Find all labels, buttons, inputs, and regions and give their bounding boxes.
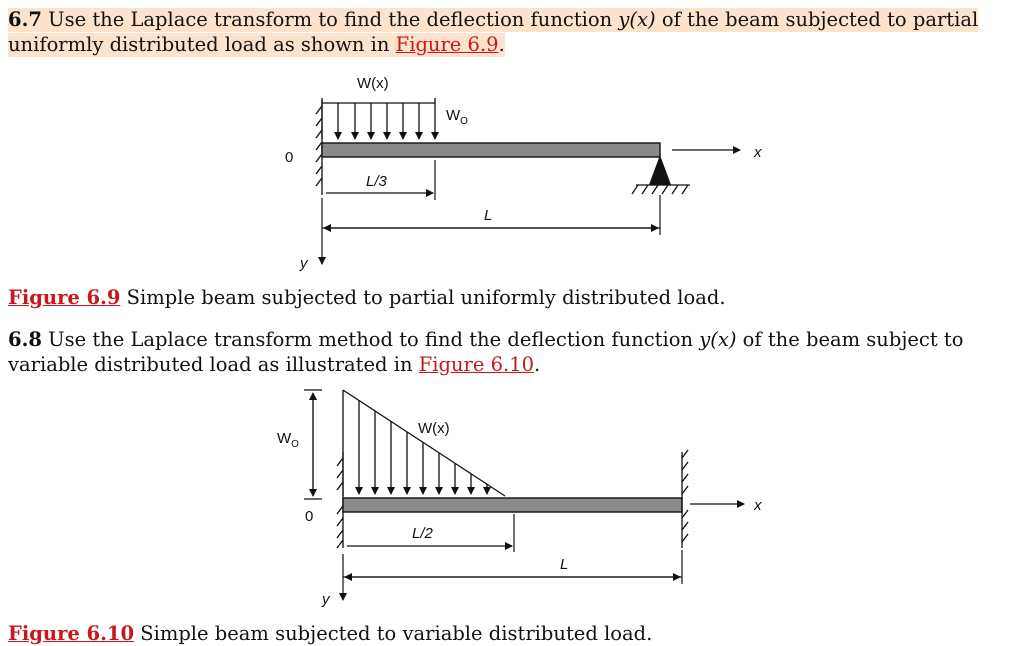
figure-6-9-link[interactable]: Figure 6.9 — [395, 33, 499, 56]
x-axis-label: x — [754, 144, 762, 161]
problem-number: 6.8 — [8, 328, 42, 351]
load-arrows — [359, 400, 487, 494]
problem-6-8-line1: 6.8 Use the Laplace transform method to find the deflection function y(x) of the beam subject to — [8, 328, 964, 351]
y-axis-label: y — [322, 591, 330, 608]
triangular-load — [343, 390, 505, 496]
fixed-support-left — [337, 452, 343, 548]
figure-6-10-caption: Figure 6.10 Simple beam subjected to variable distributed load. — [8, 622, 653, 645]
load-label: W(x) — [357, 75, 389, 92]
problem-6-8-line2: variable distributed load as illustrated in Figure 6.10. — [8, 353, 541, 376]
w0-label: $W_O$ — [277, 430, 299, 450]
x-axis-label: x — [754, 497, 762, 514]
problem-number: 6.7 — [8, 8, 42, 31]
fixed-support-right — [682, 450, 688, 548]
problem-6-7-line2: uniformly distributed load as shown in Figure 6.9. — [8, 33, 505, 56]
y-axis-label: y — [300, 255, 308, 272]
length-label: L — [484, 207, 493, 224]
origin-label: 0 — [305, 508, 314, 525]
segment-label: L/2 — [412, 525, 433, 542]
load-label: W(x) — [418, 420, 450, 437]
figure-6-10-link[interactable]: Figure 6.10 — [418, 353, 535, 376]
problem-6-7-line1: 6.7 Use the Laplace transform to find the deflection function y(x) of the beam subjected to partial — [8, 8, 979, 31]
segment-label: L/3 — [366, 173, 387, 190]
w0-label: $W_O$ — [446, 107, 468, 127]
function-symbol: y(x) — [699, 328, 737, 351]
length-label: L — [560, 556, 569, 573]
figure-6-9-caption: Figure 6.9 Simple beam subjected to partial uniformly distributed load. — [8, 286, 726, 309]
origin-label: 0 — [285, 149, 294, 166]
beam — [343, 498, 682, 512]
figure-6-9-caption-label[interactable]: Figure 6.9 — [8, 286, 121, 309]
figure-6-10-caption-label[interactable]: Figure 6.10 — [8, 622, 135, 645]
function-symbol: y(x) — [618, 8, 656, 31]
